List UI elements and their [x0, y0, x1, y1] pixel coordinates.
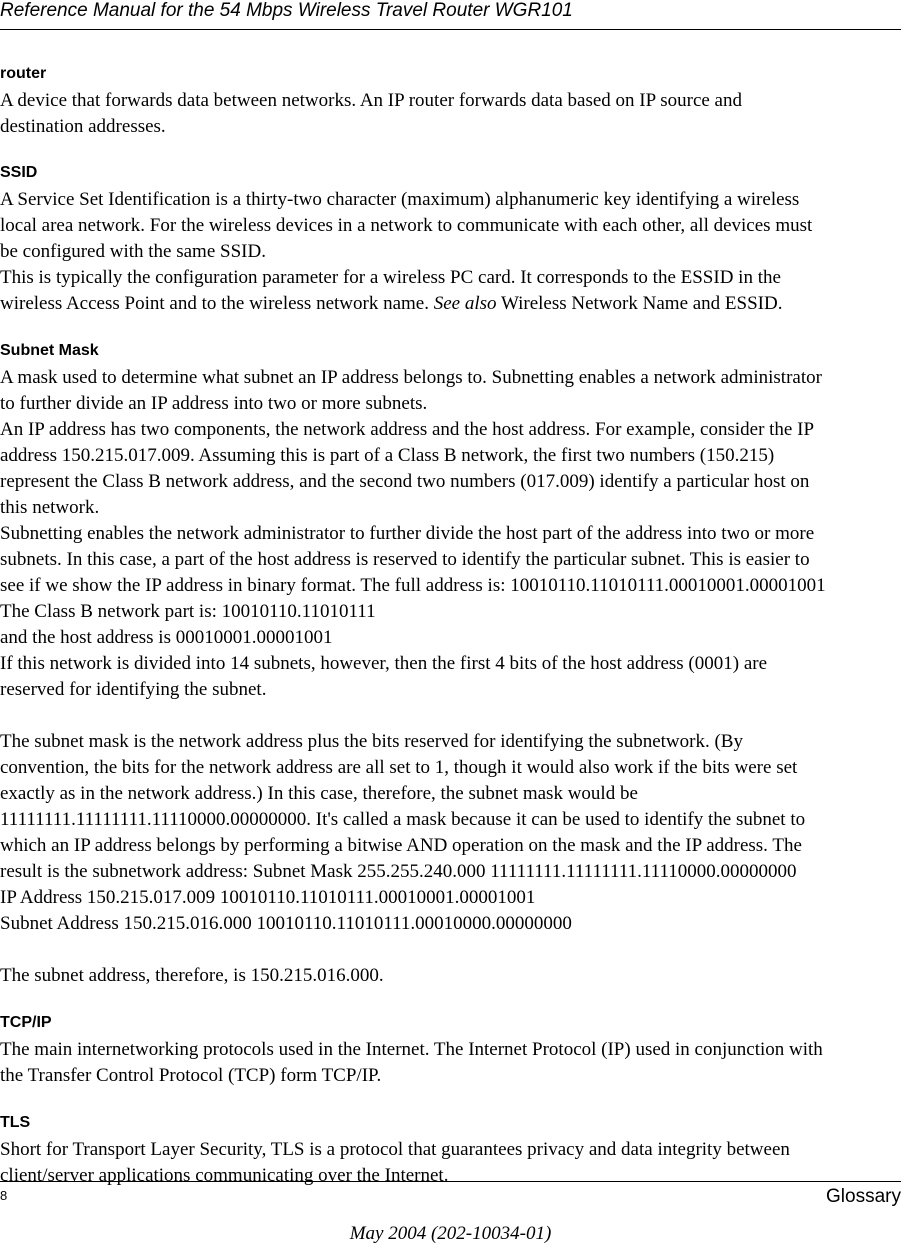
term-heading: router	[0, 65, 47, 82]
term-heading: TLS	[0, 1114, 31, 1131]
term-heading: TCP/IP	[0, 1014, 52, 1031]
glossary-entry-router	[0, 64, 901, 140]
line-text: Wireless Network Name and ESSID.	[496, 293, 783, 314]
page-header	[0, 0, 901, 30]
definition-line: this network.	[0, 497, 100, 518]
definition-line: subnets. In this case, a part of the host address is reserved to identify the particular subnet. This is easier to	[0, 549, 810, 570]
definition-line: Subnetting enables the network administrator to further divide the host part of the address into two or more	[0, 523, 815, 544]
definition-line: A Service Set Identification is a thirty-two character (maximum) alphanumeric key identifying a wireless	[0, 189, 800, 210]
definition-line: This is typically the configuration parameter for a wireless PC card. It corresponds to the ESSID in the	[0, 267, 781, 288]
definition-line: The subnet address, therefore, is 150.215.016.000.	[0, 965, 384, 986]
definition-line: convention, the bits for the network address are all set to 1, though it would also work if the bits were set	[0, 757, 798, 778]
glossary-entry-tcpip	[0, 1013, 901, 1089]
header-rule	[0, 29, 901, 30]
definition-line: to further divide an IP address into two or more subnets.	[0, 393, 428, 414]
definition-line: A mask used to determine what subnet an IP address belongs to. Subnetting enables a network administrator	[0, 367, 822, 388]
definition-line: which an IP address belongs by performing a bitwise AND operation on the mask and the IP address. The	[0, 835, 802, 856]
definition-line: address 150.215.017.009. Assuming this is part of a Class B network, the first two numbers (150.215)	[0, 445, 775, 466]
definition-line: client/server applications communicating over the Internet.	[0, 1165, 449, 1186]
definition-line: and the host address is 00010001.00001001	[0, 627, 333, 648]
definition-line: IP Address 150.215.017.009 10010110.11010111.00010001.00001001	[0, 887, 536, 908]
definition-line: 11111111.11111111.11110000.00000000. It's called a mask because it can be used to identify the subnet to	[0, 809, 806, 830]
definition-line: represent the Class B network address, and the second two numbers (017.009) identify a particular host on	[0, 471, 810, 492]
definition-line: reserved for identifying the subnet.	[0, 679, 267, 700]
definition-line: Short for Transport Layer Security, TLS is a protocol that guarantees privacy and data integrity between	[0, 1139, 790, 1160]
definition-line: The subnet mask is the network address plus the bits reserved for identifying the subnetwork. (By	[0, 731, 743, 752]
definition-line: local area network. For the wireless devices in a network to communicate with each other, all devices must	[0, 215, 813, 236]
definition-line: An IP address has two components, the network address and the host address. For example, consider the IP	[0, 419, 815, 440]
definition-line: A device that forwards data between networks. An IP router forwards data based on IP source and	[0, 90, 742, 111]
line-text: wireless Access Point and to the wireless network name.	[0, 293, 434, 314]
term-heading: Subnet Mask	[0, 342, 99, 359]
header-title: Reference Manual for the 54 Mbps Wireless Travel Router WGR101	[0, 0, 573, 21]
section-name: Glossary	[826, 1186, 901, 1207]
glossary-entry-ssid	[0, 163, 901, 317]
glossary-entry-subnet-mask	[0, 341, 901, 989]
definition-line: be configured with the same SSID.	[0, 241, 266, 262]
publication-date: May 2004 (202-10034-01)	[349, 1223, 552, 1244]
definition-line: see if we show the IP address in binary format. The full address is: 10010110.11010111.00010001.00001001	[0, 575, 826, 596]
definition-line	[0, 291, 901, 317]
glossary-content	[0, 64, 901, 1189]
definition-line: exactly as in the network address.) In this case, therefore, the subnet mask would be	[0, 783, 638, 804]
glossary-entry-tls	[0, 1113, 901, 1189]
definition-line: The main internetworking protocols used in the Internet. The Internet Protocol (IP) used in conjunction with	[0, 1039, 823, 1060]
see-also-label: See also	[433, 293, 497, 314]
definition-line: The Class B network part is: 10010110.11010111	[0, 601, 376, 622]
page-number: 8	[0, 1188, 8, 1203]
definition-line: result is the subnetwork address: Subnet Mask 255.255.240.000 11111111.11111111.11110000.00000000	[0, 861, 797, 882]
footer-rule	[0, 1181, 901, 1182]
term-heading: SSID	[0, 164, 38, 181]
definition-line: If this network is divided into 14 subnets, however, then the first 4 bits of the host address (0001) are	[0, 653, 768, 674]
definition-line: the Transfer Control Protocol (TCP) form TCP/IP.	[0, 1065, 382, 1086]
definition-line: destination addresses.	[0, 116, 166, 137]
definition-line: Subnet Address 150.215.016.000 10010110.11010111.00010000.00000000	[0, 913, 572, 934]
